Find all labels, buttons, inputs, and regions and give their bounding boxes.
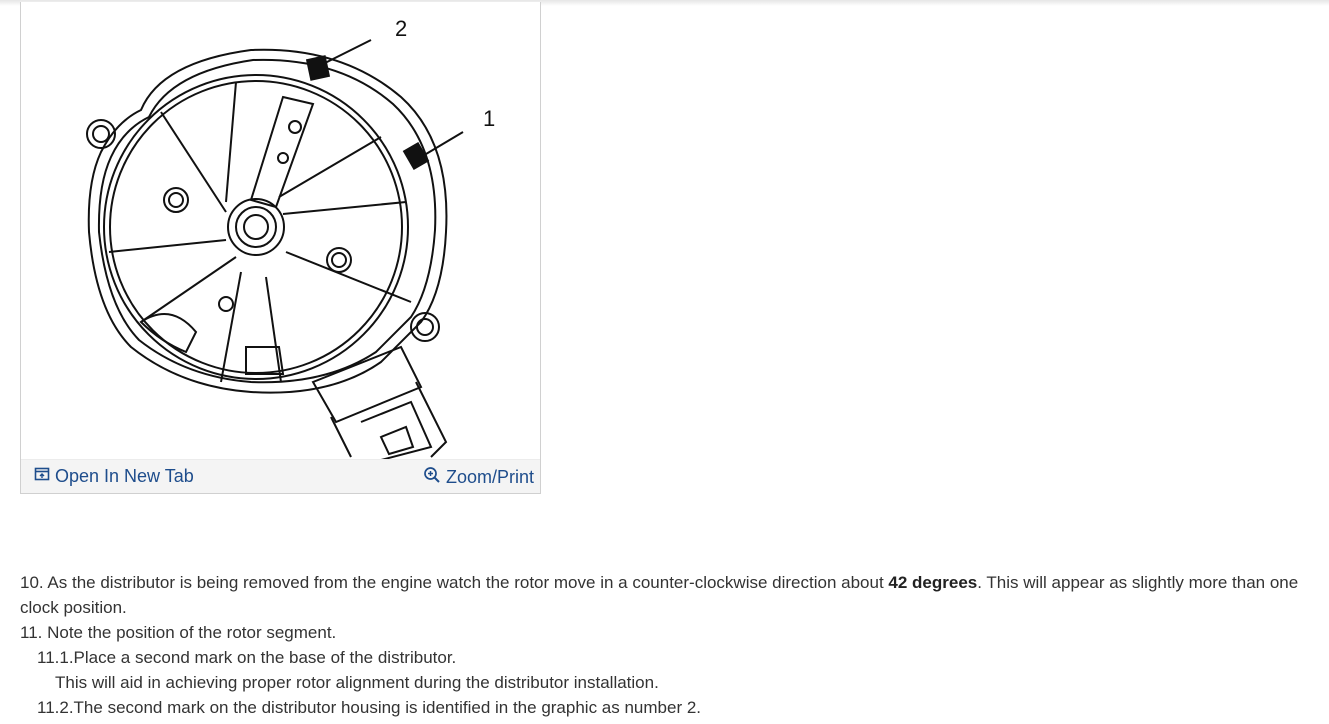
zoom-print-link[interactable]: [423, 466, 534, 489]
step-11-1: 11.1.Place a second mark on the base of the distributor.: [37, 648, 457, 667]
step-11: 11. Note the position of the rotor segment.: [20, 623, 337, 642]
distributor-diagram: [21, 2, 540, 460]
step-11-1-note: This will aid in achieving proper rotor alignment during the distributor installation.: [55, 673, 659, 692]
step-10-text-end: . This will appear as slightly more than one clock position.: [20, 573, 1299, 617]
figure-footer: [21, 459, 540, 493]
callout-2: 2: [395, 16, 408, 41]
zoom-print-label: Zoom/Print: [445, 467, 534, 487]
step-10-bold: 42 degrees: [888, 573, 978, 592]
figure-container: [20, 2, 541, 494]
instructions: [20, 570, 1310, 720]
open-in-new-tab-link[interactable]: [34, 466, 194, 487]
open-new-tab-icon: [34, 466, 50, 487]
zoom-in-icon: [423, 466, 441, 489]
callout-1: 1: [483, 106, 496, 131]
step-11-2: 11.2.The second mark on the distributor housing is identified in the graphic as number 2.: [37, 698, 702, 717]
step-10: [20, 570, 1310, 620]
open-in-new-tab-label: Open In New Tab: [55, 466, 194, 486]
step-10-text: 10. As the distributor is being removed from the engine watch the rotor move in a counter-clockwise direction about: [20, 573, 889, 592]
